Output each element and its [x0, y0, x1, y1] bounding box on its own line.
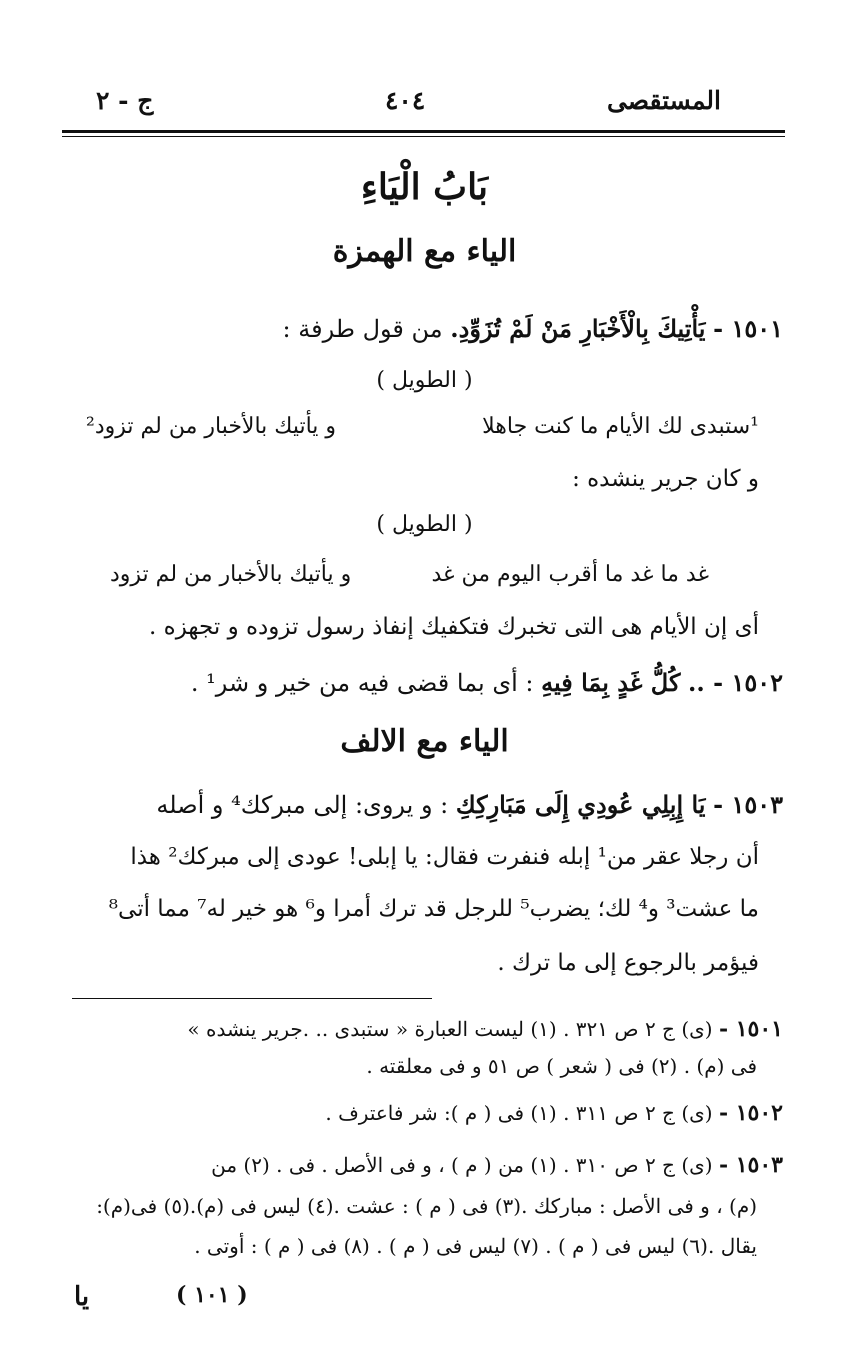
entry-1501-explanation: أى إن الأيام هى التى تخبرك فتكفيك إنفاذ رسول تزوده و تجهزه .	[149, 614, 759, 640]
proverb-text: كُلُّ غَدٍ بِمَا فِيهِ	[541, 668, 681, 697]
footnote-line	[211, 1152, 783, 1178]
catchword: يا	[74, 1282, 90, 1312]
header-rule-thick	[62, 130, 785, 133]
entry-number: ١٥٠٣ -	[713, 790, 783, 819]
header-rule-thin	[62, 136, 785, 137]
proverb-text: يَا إِبِلِي عُودِي إِلَى مَبَارِكِكِ	[455, 790, 706, 819]
entry-1502-line	[191, 668, 783, 697]
verse-1-first-hemistich: ¹ستبدى لك الأيام ما كنت جاهلا	[482, 414, 759, 439]
entry-1503-text-line: ما عشت³ و⁴ لك؛ يضرب⁵ للرجل قد ترك أمرا و⁶ هو خير له⁷ مما أتى⁸	[108, 896, 759, 922]
footnote-number: ١٥٠٢ -	[718, 1100, 783, 1126]
verse-2-first-hemistich: غد ما غد ما أقرب اليوم من غد	[431, 562, 709, 587]
header-volume: ج - ٢	[96, 86, 154, 115]
header-book-title: المستقصى	[606, 86, 721, 115]
header-page-number: ٤٠٤	[385, 86, 426, 115]
footnote-number: ١٥٠٣ -	[718, 1152, 783, 1178]
footnote-separator	[72, 998, 432, 999]
entry-gloss: : أى بما قضى فيه من خير و شر¹ .	[190, 669, 534, 697]
footnote-line: (م) ، و فى الأصل : مباركك .(٣) فى ( م ) : عشت .(٤) ليس فى (م).(٥) فى(م):	[96, 1194, 757, 1218]
footnote-text: (ى) ج ٢ ص ٣٢١ . (١) ليست العبارة « ستبدى .. .جرير ينشده »	[187, 1017, 713, 1041]
entry-1503-text-line: فيؤمر بالرجوع إلى ما ترك .	[497, 950, 759, 976]
section-title-alif: الياء مع الالف	[340, 724, 509, 759]
proverb-text: يَأْتِيكَ بِالْأَخْبَارِ مَنْ لَمْ تُزَوِّدِ.	[450, 314, 706, 343]
entry-1503-line	[156, 790, 783, 819]
entry-1503-text-line: أن رجلا عقر من¹ إبله فنفرت فقال: يا إبلى! عودى إلى مبركك² هذا	[130, 844, 759, 870]
footnote-text: (ى) ج ٢ ص ٣١١ . (١) فى ( م ): شر فاعترف .	[325, 1101, 713, 1125]
meter-label: ( الطويل )	[376, 512, 473, 537]
footnote-line	[325, 1100, 783, 1126]
verse-intro: و كان جرير ينشده :	[572, 466, 759, 492]
entry-1501-line	[283, 314, 783, 343]
footnote-number: ١٥٠١ -	[718, 1016, 783, 1042]
section-title-hamza: الياء مع الهمزة	[332, 234, 517, 269]
footnote-line: فى (م) . (٢) فى ( شعر ) ص ٥١ و فى معلقته .	[366, 1054, 757, 1078]
verse-1-second-hemistich: و يأتيك بالأخبار من لم تزود²	[86, 414, 337, 439]
footnote-line: يقال .(٦) ليس فى ( م ) . (٧) ليس فى ( م ) . (٨) فى ( م ) : أوتى .	[194, 1234, 757, 1258]
entry-source: من قول طرفة :	[282, 315, 443, 343]
verse-2-second-hemistich: و يأتيك بالأخبار من لم تزود	[110, 562, 352, 587]
meter-label: ( الطويل )	[376, 368, 473, 393]
chapter-title: بَابُ الْيَاءِ	[360, 166, 489, 208]
footnote-text: (ى) ج ٢ ص ٣١٠ . (١) من ( م ) ، و فى الأصل . فى . (٢) من	[211, 1153, 713, 1177]
entry-number: ١٥٠١ -	[713, 314, 783, 343]
entry-gloss: : و يروى: إلى مبركك⁴ و أصله	[156, 791, 449, 819]
footnote-line	[187, 1016, 783, 1042]
signature-mark: ( ١٠١ )	[176, 1282, 248, 1308]
entry-number: ١٥٠٢ - ..	[688, 668, 783, 697]
